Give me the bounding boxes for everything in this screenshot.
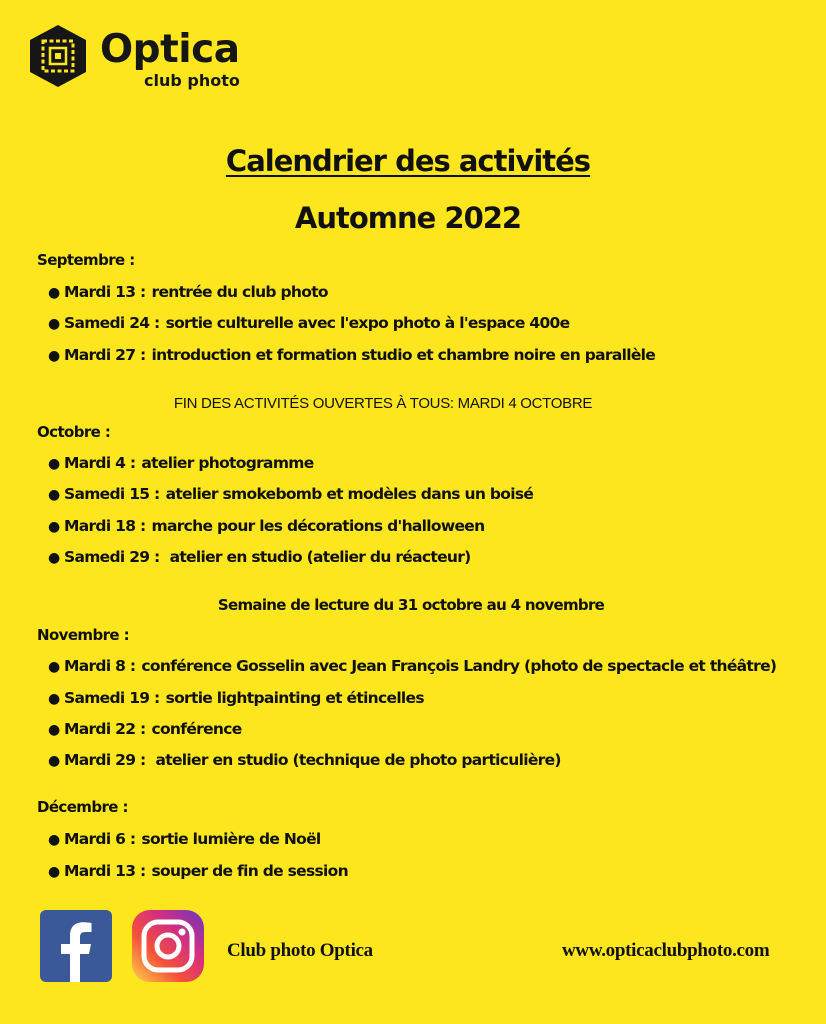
item-date: Samedi 24 : [64, 314, 160, 332]
list-item [48, 547, 471, 568]
item-text: souper de fin de session [151, 862, 348, 880]
item-date: Mardi 27 : [64, 346, 146, 364]
item-text: atelier photogramme [141, 454, 314, 472]
season-title: Automne 2022 [294, 201, 522, 235]
website-link[interactable]: www.opticaclubphoto.com [562, 940, 770, 961]
list-item [48, 516, 484, 537]
bullet-icon: ● [48, 864, 60, 880]
month-heading-octobre: Octobre : [37, 423, 111, 441]
bullet-icon: ● [48, 456, 60, 472]
camera-hexagon-icon [26, 24, 90, 88]
item-text: introduction et formation studio et chambre noire en parallèle [151, 346, 656, 364]
item-text: sortie lightpainting et étincelles [165, 689, 424, 707]
list-item [48, 829, 321, 850]
logo-name: Optica [100, 27, 240, 72]
item-text: atelier en studio (technique de photo particulière) [155, 751, 561, 769]
club-name: Club photo Optica [227, 940, 373, 961]
item-date: Mardi 4 : [64, 454, 136, 472]
bullet-icon: ● [48, 285, 60, 301]
month-heading-novembre: Novembre : [37, 626, 129, 644]
item-date: Samedi 29 : [64, 548, 160, 566]
list-item [48, 719, 242, 740]
bullet-icon: ● [48, 487, 60, 503]
list-item [48, 750, 561, 771]
bullet-icon: ● [48, 722, 60, 738]
item-date: Mardi 13 : [64, 283, 146, 301]
item-date: Mardi 8 : [64, 657, 136, 675]
item-text: sortie lumière de Noël [141, 830, 321, 848]
item-date: Mardi 13 : [64, 862, 146, 880]
list-item [48, 345, 655, 366]
item-text: sortie culturelle avec l'expo photo à l'espace 400e [165, 314, 570, 332]
item-date: Mardi 22 : [64, 720, 146, 738]
instagram-icon[interactable] [132, 910, 204, 982]
item-date: Mardi 18 : [64, 517, 146, 535]
bullet-icon: ● [48, 519, 60, 535]
item-date: Mardi 6 : [64, 830, 136, 848]
list-item [48, 484, 533, 505]
list-item [48, 861, 348, 882]
club-logo [26, 22, 256, 92]
reading-week-notice: Semaine de lecture du 31 octobre au 4 novembre [217, 596, 605, 614]
item-text: rentrée du club photo [151, 283, 328, 301]
item-text: conférence [151, 720, 242, 738]
list-item [48, 282, 328, 303]
facebook-icon[interactable] [40, 910, 112, 982]
page-title: Calendrier des activités [225, 144, 591, 178]
list-item [48, 656, 776, 677]
item-date: Samedi 19 : [64, 689, 160, 707]
bullet-icon: ● [48, 659, 60, 675]
month-heading-decembre: Décembre : [37, 798, 128, 816]
item-date: Samedi 15 : [64, 485, 160, 503]
bullet-icon: ● [48, 832, 60, 848]
item-text: atelier smokebomb et modèles dans un boisé [165, 485, 534, 503]
logo-subtitle: club photo [144, 71, 240, 90]
month-heading-septembre: Septembre : [37, 251, 135, 269]
item-text: marche pour les décorations d'halloween [151, 517, 485, 535]
open-activities-notice: FIN DES ACTIVITÉS OUVERTES À TOUS: MARDI 4 OCTOBRE [173, 395, 593, 412]
item-text: atelier en studio (atelier du réacteur) [169, 548, 471, 566]
item-date: Mardi 29 : [64, 751, 146, 769]
list-item [48, 313, 569, 334]
bullet-icon: ● [48, 753, 60, 769]
item-text: conférence Gosselin avec Jean François Landry (photo de spectacle et théâtre) [141, 657, 777, 675]
bullet-icon: ● [48, 348, 60, 364]
bullet-icon: ● [48, 316, 60, 332]
list-item [48, 453, 314, 474]
bullet-icon: ● [48, 691, 60, 707]
bullet-icon: ● [48, 550, 60, 566]
list-item [48, 688, 424, 709]
